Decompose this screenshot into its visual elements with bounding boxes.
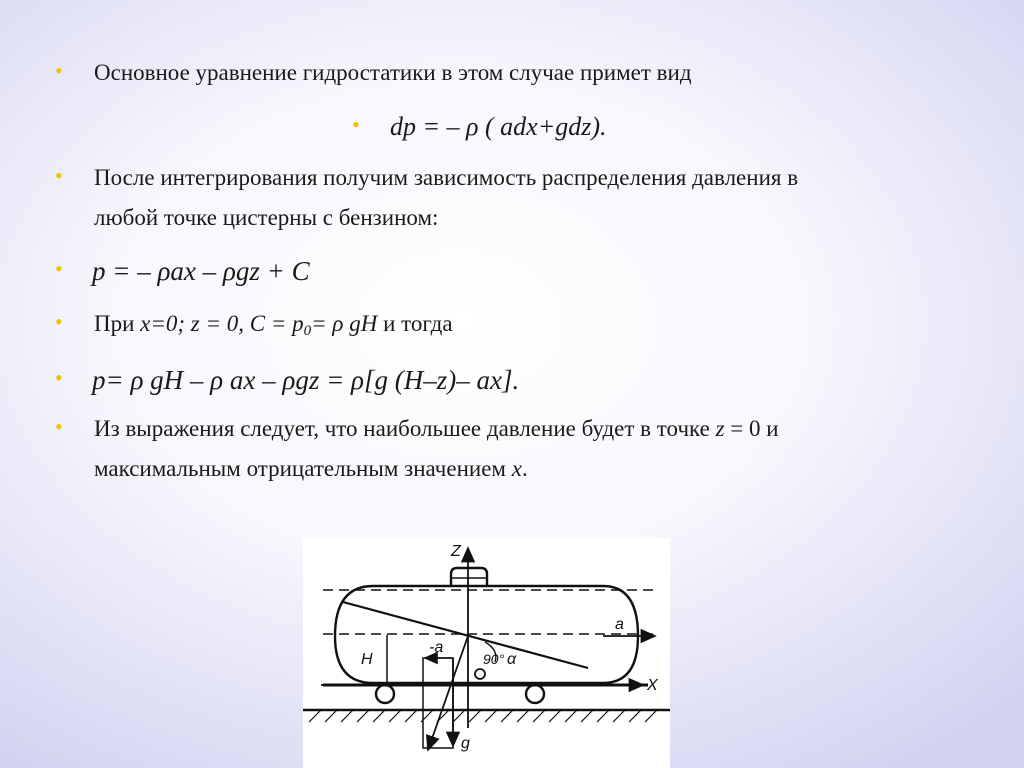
text-integration-line2: любой точке цистерны с бензином: [94, 205, 439, 230]
bullet-4: • [55, 256, 63, 281]
conclusion-pre: Из выражения следует, что наибольшее давление будет в точке [94, 416, 716, 441]
bullet-2: • [352, 112, 360, 137]
small-wheel [475, 669, 485, 679]
formula-dp [390, 110, 607, 144]
condition-eq: = ρ gH [311, 311, 378, 336]
label-angle: 90° [483, 651, 505, 667]
tank-car-svg [303, 538, 670, 768]
label-x-axis: X [647, 677, 658, 694]
tank-car-diagram [303, 538, 670, 768]
label-height: H [361, 651, 373, 668]
ground-hatching [309, 710, 657, 722]
label-neg-accel: -a [429, 639, 444, 656]
text-integration-line1: После интегрирования получим зависимость распределения давления в [94, 165, 799, 190]
formula-p-general-text: p = – ρax – ρgz + C [92, 256, 310, 286]
text-hydrostatic-equation-intro: Основное уравнение гидростатики в этом случае примет вид [94, 60, 692, 85]
conclusion2-pre: максимальным отрицательным значением [94, 456, 512, 481]
tank-dome [451, 568, 487, 586]
text-conclusion-line1 [94, 412, 779, 446]
condition-post: и тогда [377, 311, 453, 336]
text-boundary-condition [94, 307, 453, 348]
label-gravity: g [461, 735, 470, 752]
conclusion-var-x: x [511, 456, 522, 481]
bullet-6: • [55, 365, 63, 390]
label-accel: a [615, 616, 624, 633]
formula-p-general [92, 254, 310, 288]
bullet-1: • [55, 58, 63, 83]
free-surface [343, 602, 588, 668]
condition-sub: 0 [303, 323, 312, 339]
bullet-7: • [55, 414, 63, 439]
wheel-left [376, 685, 394, 703]
wheel-right [526, 685, 544, 703]
label-alpha: α [507, 651, 517, 668]
bullet-3: • [55, 163, 63, 188]
formula-p-final [92, 363, 519, 397]
condition-vars: x=0; z = 0, C = p [140, 311, 304, 336]
text-conclusion-line2 [94, 452, 528, 486]
formula-dp-text: dp = – ρ ( adx+gdz). [390, 112, 607, 141]
conclusion-var-z: z [715, 416, 725, 441]
label-z-axis: Z [451, 543, 461, 560]
conclusion2-post: . [521, 456, 528, 481]
formula-p-final-text: p= ρ gH – ρ ax – ρgz = ρ[g (H–z)– ax]. [92, 365, 520, 395]
condition-pre: При [94, 311, 141, 336]
bullet-5: • [55, 309, 63, 334]
construction-box [423, 658, 453, 748]
conclusion-post: = 0 и [724, 416, 779, 441]
